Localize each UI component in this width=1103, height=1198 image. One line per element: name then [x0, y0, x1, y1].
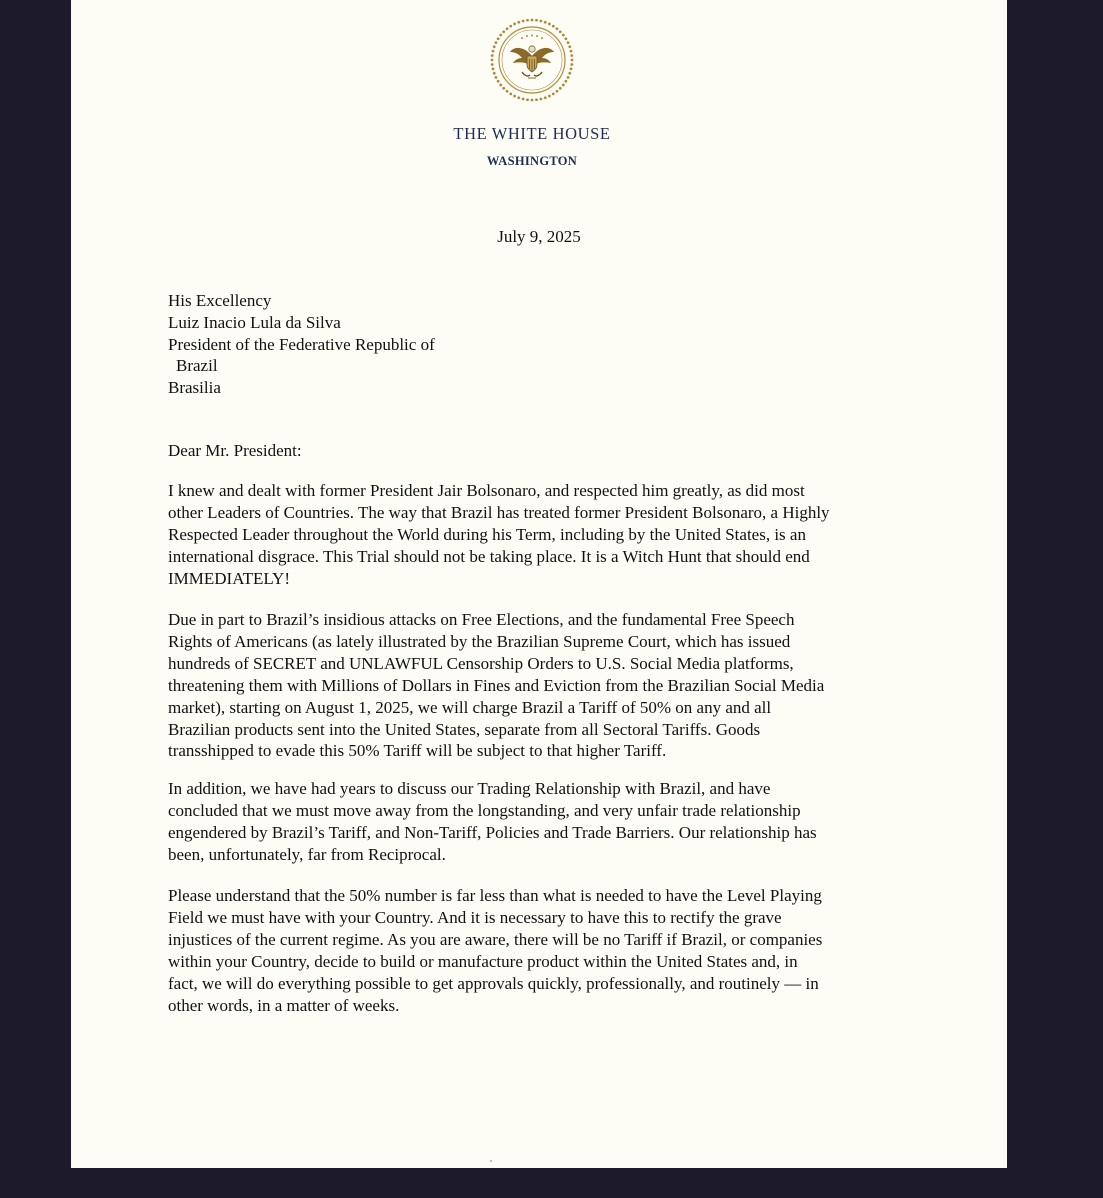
addressee-line: Luiz Inacio Lula da Silva	[168, 312, 341, 332]
seal-dot	[548, 95, 551, 98]
text-line: concluded that we must move away from the longstanding, and very unfair trade relationship	[168, 800, 801, 820]
seal-dot	[570, 54, 573, 57]
text-line: Brazilian products sent into the United States, separate from all Sectoral Tariffs. Goods	[168, 719, 761, 739]
seal-dot	[562, 34, 565, 37]
seal-dot	[556, 90, 559, 93]
text-line: Rights of Americans (as lately illustrated by the Brazilian Supreme Court, which has issued	[168, 631, 791, 651]
body-paragraph	[168, 778, 898, 866]
addressee-line: Brasilia	[168, 378, 221, 398]
text-line: threatening them with Millions of Dollars in Fines and Eviction from the Brazilian Social Media	[168, 675, 825, 695]
seal-dot	[495, 76, 498, 79]
seal-dot	[502, 87, 505, 90]
seal-dot	[506, 27, 509, 30]
text-line: been, unfortunately, far from Reciprocal.	[168, 844, 446, 864]
presidential-seal-icon	[488, 16, 576, 104]
seal-dot	[509, 25, 512, 28]
seal-dot	[556, 27, 559, 30]
text-line: engendered by Brazil’s Tariff, and Non-Tariff, Policies and Trade Barriers. Our relationship has	[168, 822, 817, 842]
seal-dot	[509, 92, 512, 95]
letterhead-city: WASHINGTON	[486, 154, 578, 168]
text-line: within your Country, decide to build or manufacture product within the United States and, in	[168, 951, 798, 971]
seal-dot	[535, 98, 538, 101]
body-paragraph	[168, 480, 898, 590]
seal-dot	[491, 59, 494, 62]
addressee-line: Brazil	[176, 356, 218, 376]
seal-dot	[493, 72, 496, 75]
text-line: international disgrace. This Trial should not be taking place. It is a Witch Hunt that should end	[168, 546, 810, 566]
seal-dot	[492, 68, 495, 71]
seal-dot	[564, 37, 567, 40]
seal-dot	[493, 45, 496, 48]
seal-dot	[552, 92, 555, 95]
text-line: IMMEDIATELY!	[168, 568, 290, 588]
text-line: other words, in a matter of weeks.	[168, 995, 400, 1015]
seal-dot	[570, 50, 573, 53]
seal-dot	[540, 20, 543, 23]
seal-dot	[522, 20, 525, 23]
seal-dot	[567, 76, 570, 79]
text-line: Please understand that the 50% number is far less than what is needed to have the Level Playing	[168, 886, 822, 905]
seal-dot	[492, 50, 495, 53]
paper-speck	[490, 1160, 492, 1162]
seal-dot	[513, 95, 516, 98]
seal-dot	[544, 96, 547, 99]
seal-dot	[499, 84, 502, 87]
addressee-line: President of the Federative Republic of	[168, 334, 435, 354]
seal-dot	[491, 54, 494, 57]
seal-dot	[562, 84, 565, 87]
seal-dot	[531, 19, 534, 22]
salutation: Dear Mr. President:	[168, 441, 302, 460]
seal-dot	[502, 30, 505, 33]
text-line: transshipped to evade this 50% Tariff will be subject to that higher Tariff.	[168, 741, 667, 761]
seal-dot	[517, 96, 520, 99]
seal-dot	[540, 98, 543, 101]
body-paragraph	[168, 885, 898, 1016]
text-line: fact, we will do everything possible to get approvals quickly, professionally, and routinely — in	[168, 973, 819, 993]
text-line: Due in part to Brazil’s insidious attacks on Free Elections, and the fundamental Free Speech	[168, 610, 795, 629]
text-line: Field we must have with your Country. And it is necessary to have this to rectify the grave	[168, 907, 782, 927]
seal-dot	[497, 80, 500, 83]
seal-dot	[568, 72, 571, 75]
text-line: I knew and dealt with former President Jair Bolsonaro, and respected him greatly, as did most	[168, 481, 805, 500]
letter-page	[71, 0, 1007, 1168]
seal-dot	[491, 63, 494, 66]
seal-dot	[517, 21, 520, 24]
text-line: other Leaders of Countries. The way that Brazil has treated former President Bolsonaro, a Highly	[168, 502, 830, 522]
seal-dot	[548, 23, 551, 26]
seal-dot	[570, 68, 573, 71]
letterhead-title: THE WHITE HOUSE	[453, 124, 611, 143]
seal-dot	[522, 98, 525, 101]
text-line: Respected Leader throughout the World during his Term, including by the United States, is an	[168, 524, 806, 544]
seal-dot	[567, 41, 570, 44]
seal-dot	[544, 21, 547, 24]
seal-dot	[552, 25, 555, 28]
seal-dot	[531, 99, 534, 102]
text-line: hundreds of SECRET and UNLAWFUL Censorship Orders to U.S. Social Media platforms,	[168, 653, 794, 673]
seal-dot	[506, 90, 509, 93]
letter-date: July 9, 2025	[497, 227, 581, 246]
body-paragraph	[168, 609, 898, 762]
seal-dot	[526, 19, 529, 22]
text-line: market), starting on August 1, 2025, we will charge Brazil a Tariff of 50% on any and all	[168, 697, 772, 717]
seal-dot	[513, 23, 516, 26]
seal-dot	[568, 45, 571, 48]
seal-dot	[570, 63, 573, 66]
seal-dot	[495, 41, 498, 44]
seal-dot	[526, 98, 529, 101]
seal-dot	[559, 87, 562, 90]
text-line: In addition, we have had years to discuss our Trading Relationship with Brazil, and have	[168, 779, 771, 798]
seal-dot	[497, 37, 500, 40]
addressee-block	[168, 290, 435, 399]
seal-dot	[499, 34, 502, 37]
seal-dot	[564, 80, 567, 83]
seal-dot	[571, 59, 574, 62]
seal-dot	[559, 30, 562, 33]
seal-dot	[535, 19, 538, 22]
text-line: injustices of the current regime. As you are aware, there will be no Tariff if Brazil, or companies	[168, 929, 823, 949]
addressee-line: His Excellency	[168, 291, 272, 310]
